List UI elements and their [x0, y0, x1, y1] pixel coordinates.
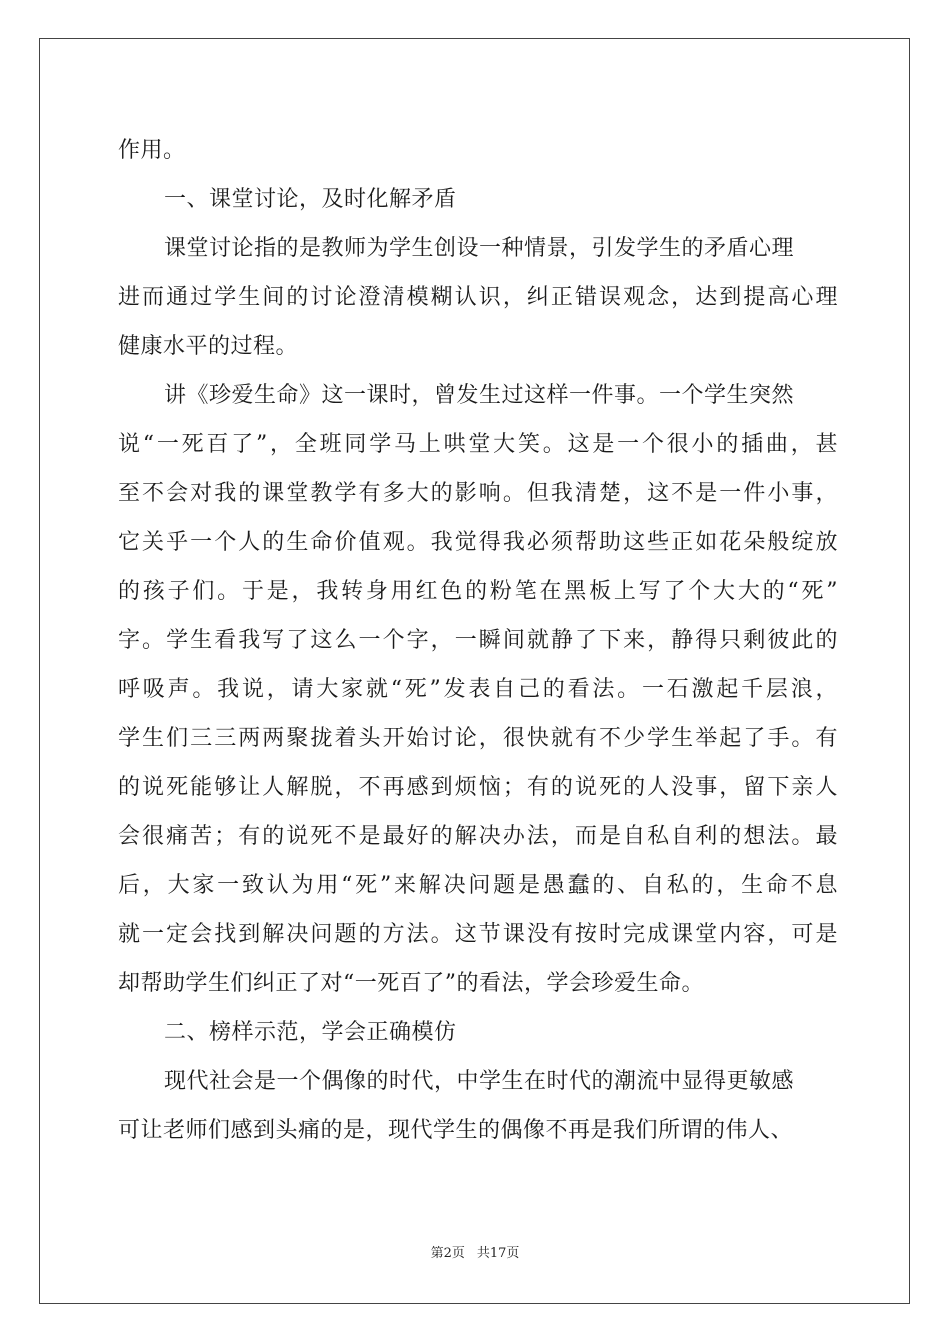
- text-line: 健康水平的过程。: [118, 334, 299, 359]
- text-line: 就一定会找到解决问题的方法。这节课没有按时完成课堂内容，可是: [118, 922, 838, 947]
- text-line: 的孩子们。于是，我转身用红色的粉笔在黑板上写了个大大的“死”: [118, 579, 838, 604]
- text-line: 学生们三三两两聚拢着头开始讨论，很快就有不少学生举起了手。有: [118, 726, 838, 751]
- text-line: 课堂讨论指的是教师为学生创设一种情景，引发学生的矛盾心理: [164, 236, 795, 261]
- text-line: 讲《珍爱生命》这一课时，曾发生过这样一件事。一个学生突然: [164, 383, 795, 408]
- text-line: 它关乎一个人的生命价值观。我觉得我必须帮助这些正如花朵般绽放: [118, 530, 838, 555]
- text-line: 现代社会是一个偶像的时代，中学生在时代的潮流中显得更敏感: [164, 1069, 795, 1094]
- section-heading: 一、课堂讨论，及时化解矛盾: [164, 187, 457, 212]
- page-footer: [0, 1244, 950, 1264]
- text-line: 呼吸声。我说，请大家就“死”发表自己的看法。一石激起千层浪，: [118, 677, 838, 702]
- text-line: 会很痛苦；有的说死不是最好的解决办法，而是自私自利的想法。最: [118, 824, 838, 849]
- text-line: 却帮助学生们纠正了对“一死百了”的看法，学会珍爱生命。: [118, 971, 704, 996]
- page-total: 共17页: [476, 1246, 520, 1261]
- text-line: 至不会对我的课堂教学有多大的影响。但我清楚，这不是一件小事，: [118, 481, 838, 506]
- text-line: 进而通过学生间的讨论澄清模糊认识，纠正错误观念，达到提高心理: [118, 285, 838, 310]
- text-line: 的说死能够让人解脱，不再感到烦恼；有的说死的人没事，留下亲人: [118, 775, 838, 800]
- text-line: 说“一死百了”，全班同学马上哄堂大笑。这是一个很小的插曲，甚: [118, 432, 838, 457]
- text-line: 可让老师们感到头痛的是，现代学生的偶像不再是我们所谓的伟人、: [118, 1118, 794, 1143]
- section-heading: 二、榜样示范，学会正确模仿: [164, 1020, 457, 1045]
- text-line: 后，大家一致认为用“死”来解决问题是愚蠢的、自私的，生命不息: [118, 873, 838, 898]
- page-number: 第2页: [430, 1246, 465, 1261]
- text-line: 字。学生看我写了这么一个字，一瞬间就静了下来，静得只剩彼此的: [118, 628, 838, 653]
- text-line: 作用。: [118, 138, 186, 163]
